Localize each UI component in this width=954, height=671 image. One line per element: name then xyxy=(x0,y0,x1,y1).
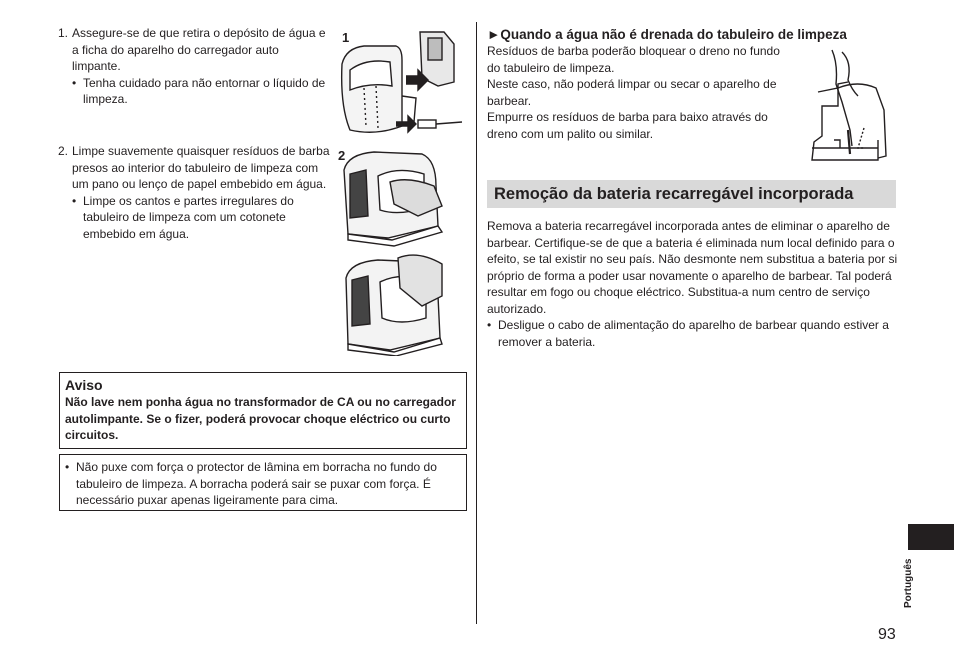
bullet-icon: • xyxy=(72,75,77,90)
battery-text: Remova a bateria recarregável incorporada antes de eliminar o aparelho de barbear. Certifique-se de que a bateria é eliminada num local definido para o efeito, se tal existir no seu país. Não desmonte nem substitua a bateria por si próprio de forma a poder usar novamente o aparelho de barbear. Tal poderá resultar em fogo ou choque eléctrico. Substitua-a num centro de serviço autorizado. xyxy=(487,219,898,316)
battery-section-heading: Remoção da bateria recarregável incorporada xyxy=(487,180,896,208)
step-bullet xyxy=(72,193,330,243)
bullet-icon: • xyxy=(487,318,492,332)
bullet-text: Limpe os cantos e partes irregulares do tabuleiro de limpeza com um cotonete embebido em água. xyxy=(83,193,294,241)
battery-bullet xyxy=(487,317,899,350)
figure-2-illustration xyxy=(338,146,448,356)
warning-title: Aviso xyxy=(65,377,103,393)
bullet-text: Tenha cuidado para não entornar o líquido de limpeza. xyxy=(83,75,326,106)
note-bullet xyxy=(65,459,461,509)
warning-box xyxy=(59,372,467,449)
column-divider xyxy=(476,22,477,624)
triangle-right-icon: ► xyxy=(487,27,501,42)
battery-bullet-text: Desligue o cabo de alimentação do aparelho de barbear quando estiver a remover a bateria. xyxy=(498,318,889,349)
drain-paragraph-3: Empurre os resíduos de barba para baixo através do dreno com um palito ou similar. xyxy=(487,110,768,141)
step-1 xyxy=(58,25,330,108)
step-text: Limpe suavemente quaisquer resíduos de barba presos ao interior do tabuleiro de limpeza com um pano ou lenço de papel embebido em água. xyxy=(72,144,330,191)
drain-section-body xyxy=(487,43,792,142)
side-tab-language: Português xyxy=(903,558,914,608)
step-bullet xyxy=(72,75,330,108)
side-tab-marker xyxy=(908,524,954,550)
bullet-icon: • xyxy=(72,193,77,208)
step-number: 2. xyxy=(58,144,69,158)
drain-paragraph-2: Neste caso, não poderá limpar ou secar o aparelho de barbear. xyxy=(487,77,777,108)
drain-section-title xyxy=(487,26,907,43)
warning-text: Não lave nem ponha água no transformador de CA ou no carregador autolimpante. Se o fizer, poderá provocar choque eléctrico ou curto circuitos. xyxy=(65,395,456,442)
page-number: 93 xyxy=(878,626,896,643)
step-number: 1. xyxy=(58,26,69,40)
note-box xyxy=(59,454,467,511)
note-text: Não puxe com força o protector de lâmina em borracha no fundo do tabuleiro de limpeza. A borracha poderá sair se puxar com força. É necessário puxar apenas ligeiramente para cima. xyxy=(76,460,437,507)
battery-section-body xyxy=(487,218,899,350)
bullet-icon: • xyxy=(65,460,70,474)
drain-illustration xyxy=(808,44,900,164)
figure-2-label: 2 xyxy=(338,148,346,163)
drain-title-text: Quando a água não é drenada do tabuleiro de limpeza xyxy=(500,27,847,42)
figure-1-illustration xyxy=(336,26,464,138)
drain-paragraph-1: Resíduos de barba poderão bloquear o dreno no fundo do tabuleiro de limpeza. xyxy=(487,44,780,75)
figure-1-label: 1 xyxy=(342,30,350,45)
step-2 xyxy=(58,143,330,242)
step-text: Assegure-se de que retira o depósito de água e a ficha do aparelho do carregador auto limpante. xyxy=(72,26,326,73)
